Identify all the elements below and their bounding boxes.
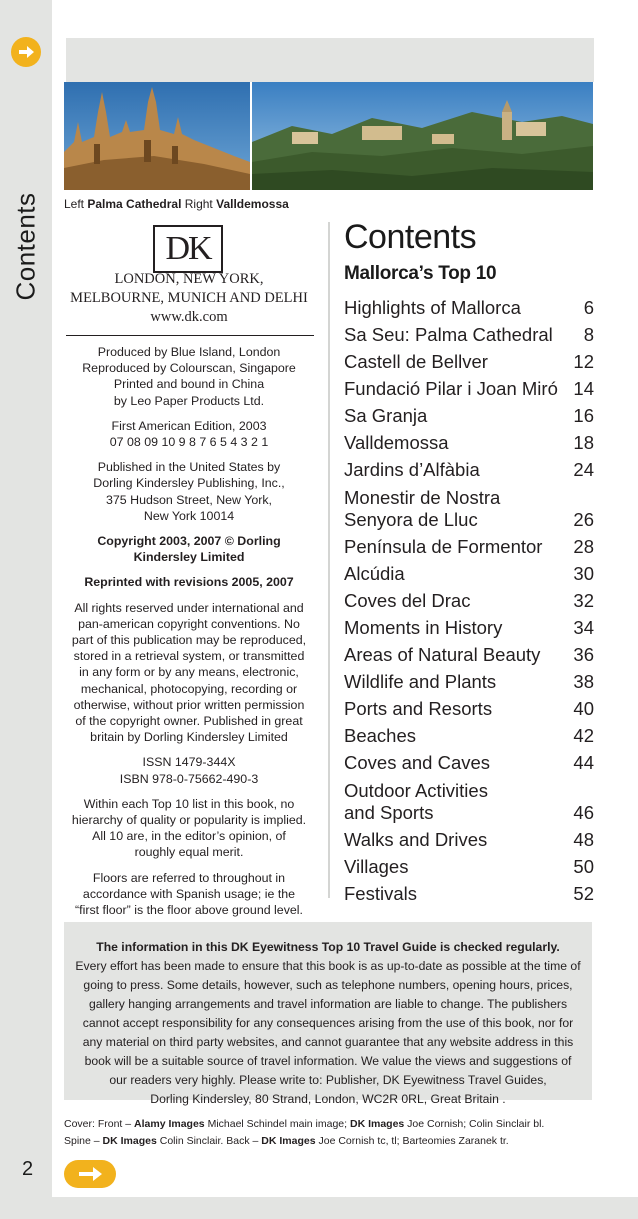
toc-entry-page: 34 (573, 617, 594, 638)
credit-paragraph (62, 796, 316, 861)
toc-entry-title: Castell de Bellver (344, 351, 488, 372)
toc-entry-page: 38 (573, 671, 594, 692)
header-strip (66, 38, 594, 82)
cover-credit-line: Spine – DK Images Colin Sinclair. Back – DK Images Joe Cornish tc, tl; Barteomies Zaranek tr. (64, 1135, 509, 1147)
footer-strip (52, 1197, 638, 1219)
toc-entry-page: 52 (573, 883, 594, 904)
toc-entry-title: Alcúdia (344, 563, 405, 584)
toc-entry-title: Sa Seu: Palma Cathedral (344, 324, 553, 345)
credit-line: Copyright 2003, 2007 © Dorling (97, 534, 281, 549)
toc-entry[interactable] (344, 531, 594, 558)
credit-line: Reproduced by Colourscan, Singapore (82, 361, 296, 376)
credit-paragraph (62, 870, 316, 919)
divider (66, 335, 314, 336)
notice-line: cannot accept responsibility for any consequences arising from the use of this book, nor for (82, 1016, 574, 1030)
toc-entry-page: 12 (573, 351, 594, 372)
toc-entry[interactable] (344, 292, 594, 319)
notice-lead: The information in this DK Eyewitness Top 10 Travel Guide is checked regularly. (96, 940, 560, 954)
toc-entry-page: 26 (573, 509, 594, 530)
toc-entry-page: 24 (573, 459, 594, 480)
credit-line: britain by Dorling Kindersley Limited (90, 730, 288, 745)
credit-line: “first floor” is the floor above ground level. (75, 903, 303, 918)
toc-entry-page: 14 (573, 378, 594, 399)
toc-entry[interactable] (344, 481, 594, 531)
credit-line: Within each Top 10 list in this book, no (83, 796, 295, 811)
section-heading: Mallorca’s Top 10 (344, 263, 497, 284)
column-divider (328, 222, 330, 898)
credit-line: Reprinted with revisions 2005, 2007 (84, 575, 294, 590)
credit-line: pan-american copyright conventions. No (78, 616, 300, 631)
toc-entry-title: Festivals (344, 883, 417, 904)
notice-text (66, 938, 590, 1109)
credit-line: Floors are referred to throughout in (92, 870, 286, 885)
toc-entry[interactable] (344, 666, 594, 693)
credit-line: 375 Hudson Street, New York, (106, 492, 272, 507)
caption-right-subject: Valldemossa (216, 197, 289, 211)
sidebar (0, 0, 52, 1219)
credit-paragraph (62, 574, 316, 590)
caption-left-label: Left (64, 197, 85, 211)
toc-entry-page: 18 (573, 432, 594, 453)
notice-line: any material on third party websites, and cannot guarantee that any website address in this (82, 1035, 574, 1049)
toc-entry-page: 30 (573, 563, 594, 584)
toc-entry[interactable] (344, 878, 594, 905)
credit-paragraph (62, 459, 316, 524)
arrow-right-icon[interactable] (11, 37, 41, 67)
credit-line: by Leo Paper Products Ltd. (113, 393, 265, 408)
toc-entry[interactable] (344, 774, 594, 824)
credit-paragraph (62, 754, 316, 786)
toc-entry-page: 44 (573, 752, 594, 773)
toc-entry[interactable] (344, 693, 594, 720)
toc-entry-page: 6 (583, 297, 594, 318)
credit-line: ISBN 978-0-75662-490-3 (119, 771, 259, 786)
toc-entry-title: Areas of Natural Beauty (344, 644, 541, 665)
toc-entry-title: Highlights of Mallorca (344, 297, 521, 318)
toc-entry-title: Walks and Drives (344, 829, 488, 850)
toc-entry-title: Wildlife and Plants (344, 671, 497, 692)
cathedral-photo (64, 82, 250, 190)
toc-entry-page: 40 (573, 698, 594, 719)
toc-entry[interactable] (344, 720, 594, 747)
credit-line: roughly equal merit. (134, 845, 244, 860)
toc-entry-page: 36 (573, 644, 594, 665)
credit-line: 07 08 09 10 9 8 7 6 5 4 3 2 1 (109, 435, 269, 450)
toc-entry-title: Outdoor Activities and Sports (344, 780, 488, 823)
toc-entry[interactable] (344, 585, 594, 612)
credit-line: of the copyright owner. Published in great (75, 714, 303, 729)
toc-entry-title: Jardins d’Alfàbia (344, 459, 480, 480)
publisher-url[interactable]: www.dk.com (150, 309, 228, 325)
caption-right-label: Right (184, 197, 213, 211)
imprint-credits (62, 344, 316, 927)
credit-line: Published in the United States by (97, 460, 281, 475)
credit-line: Produced by Blue Island, London (97, 345, 281, 359)
toc-entry-title: Coves and Caves (344, 752, 491, 773)
notice-line: Every effort has been made to ensure that this book is as up-to-date as possible at the time of (75, 959, 581, 973)
toc-entry-title: Sa Granja (344, 405, 428, 426)
sidebar-section-title: Contents (10, 191, 41, 301)
toc-entry-page: 8 (583, 324, 594, 345)
credit-line: Printed and bound in China (113, 377, 265, 392)
credit-line: mechanical, photocopying, recording or (80, 681, 298, 696)
arrow-right-icon[interactable] (64, 1160, 116, 1188)
toc-entry[interactable] (344, 319, 594, 346)
toc-entry-title: Valldemossa (344, 432, 449, 453)
toc-entry-page: 46 (573, 802, 594, 823)
notice-line: book will be a suitable source of travel information. We value the views and suggestions of (84, 1054, 572, 1068)
toc-entry[interactable] (344, 612, 594, 639)
cover-credit-line: Cover: Front – Alamy Images Michael Schindel main image; DK Images Joe Cornish; Colin Sinclair bl. (64, 1118, 545, 1130)
notice-line: gallery hanging arrangements and travel information are liable to change. The publishers (88, 997, 568, 1011)
toc-entry-page: 42 (573, 725, 594, 746)
credit-line: New York 10014 (143, 508, 235, 523)
notice-line: Dorling Kindersley, 80 Strand, London, WC2R 0RL, Great Britain . (150, 1092, 506, 1106)
credit-paragraph (62, 600, 316, 746)
cover-credits (64, 1116, 594, 1150)
credit-paragraph (62, 418, 316, 450)
toc-entry[interactable] (344, 639, 594, 666)
credit-paragraph (62, 344, 316, 409)
table-of-contents (344, 292, 594, 905)
credit-line: hierarchy of quality or popularity is implied. (71, 813, 307, 828)
toc-entry-page: 28 (573, 536, 594, 557)
toc-entry[interactable] (344, 558, 594, 585)
credit-paragraph (62, 533, 316, 565)
photo-caption (64, 197, 289, 211)
toc-entry[interactable] (344, 427, 594, 454)
notice-line: going to press. Some details, however, such as telephone numbers, opening hours, prices, (83, 978, 573, 992)
valldemossa-photo (252, 82, 593, 190)
publisher-address (66, 270, 312, 327)
toc-entry[interactable] (344, 851, 594, 878)
toc-entry-title: Moments in History (344, 617, 503, 638)
toc-entry-page: 16 (573, 405, 594, 426)
credit-line: ISSN 1479-344X (142, 755, 236, 770)
credit-line: part of this publication may be reproduced, (71, 633, 307, 648)
toc-entry-title: Beaches (344, 725, 416, 746)
toc-entry-page: 32 (573, 590, 594, 611)
credit-line: in any form or by any means, electronic, (79, 665, 299, 680)
credit-line: Dorling Kindersley Publishing, Inc., (93, 476, 285, 491)
credit-line: accordance with Spanish usage; ie the (82, 886, 296, 901)
address-line: LONDON, NEW YORK, (114, 271, 264, 287)
page-number: 2 (22, 1158, 34, 1180)
toc-entry[interactable] (344, 454, 594, 481)
toc-entry-title: Península de Formentor (344, 536, 543, 557)
credit-line: stored in a retrieval system, or transmitted (73, 649, 305, 664)
toc-entry[interactable] (344, 400, 594, 427)
notice-line: our readers very highly. Please write to: Publisher, DK Eyewitness Travel Guides, (109, 1073, 547, 1087)
caption-left-subject: Palma Cathedral (87, 197, 182, 211)
credit-line: All 10 are, in the editor’s opinion, of (92, 829, 286, 844)
toc-entry-page: 50 (573, 856, 594, 877)
credit-line: All rights reserved under international and (74, 600, 304, 615)
toc-entry[interactable] (344, 373, 594, 400)
credit-line: otherwise, without prior written permission (73, 697, 305, 712)
dk-logo: DK (153, 225, 223, 273)
toc-entry[interactable] (344, 747, 594, 774)
toc-entry-title: Villages (344, 856, 409, 877)
toc-entry-title: Coves del Drac (344, 590, 471, 611)
page-title: Contents (344, 218, 477, 256)
toc-entry[interactable] (344, 346, 594, 373)
toc-entry-page: 48 (573, 829, 594, 850)
toc-entry-title: Monestir de Nostra Senyora de Lluc (344, 487, 501, 530)
toc-entry-title: Fundació Pilar i Joan Miró (344, 378, 558, 399)
credit-line: First American Edition, 2003 (111, 418, 267, 433)
address-line: MELBOURNE, MUNICH AND DELHI (70, 290, 308, 306)
credit-line: Kindersley Limited (133, 550, 245, 565)
toc-entry-title: Ports and Resorts (344, 698, 493, 719)
toc-entry[interactable] (344, 824, 594, 851)
